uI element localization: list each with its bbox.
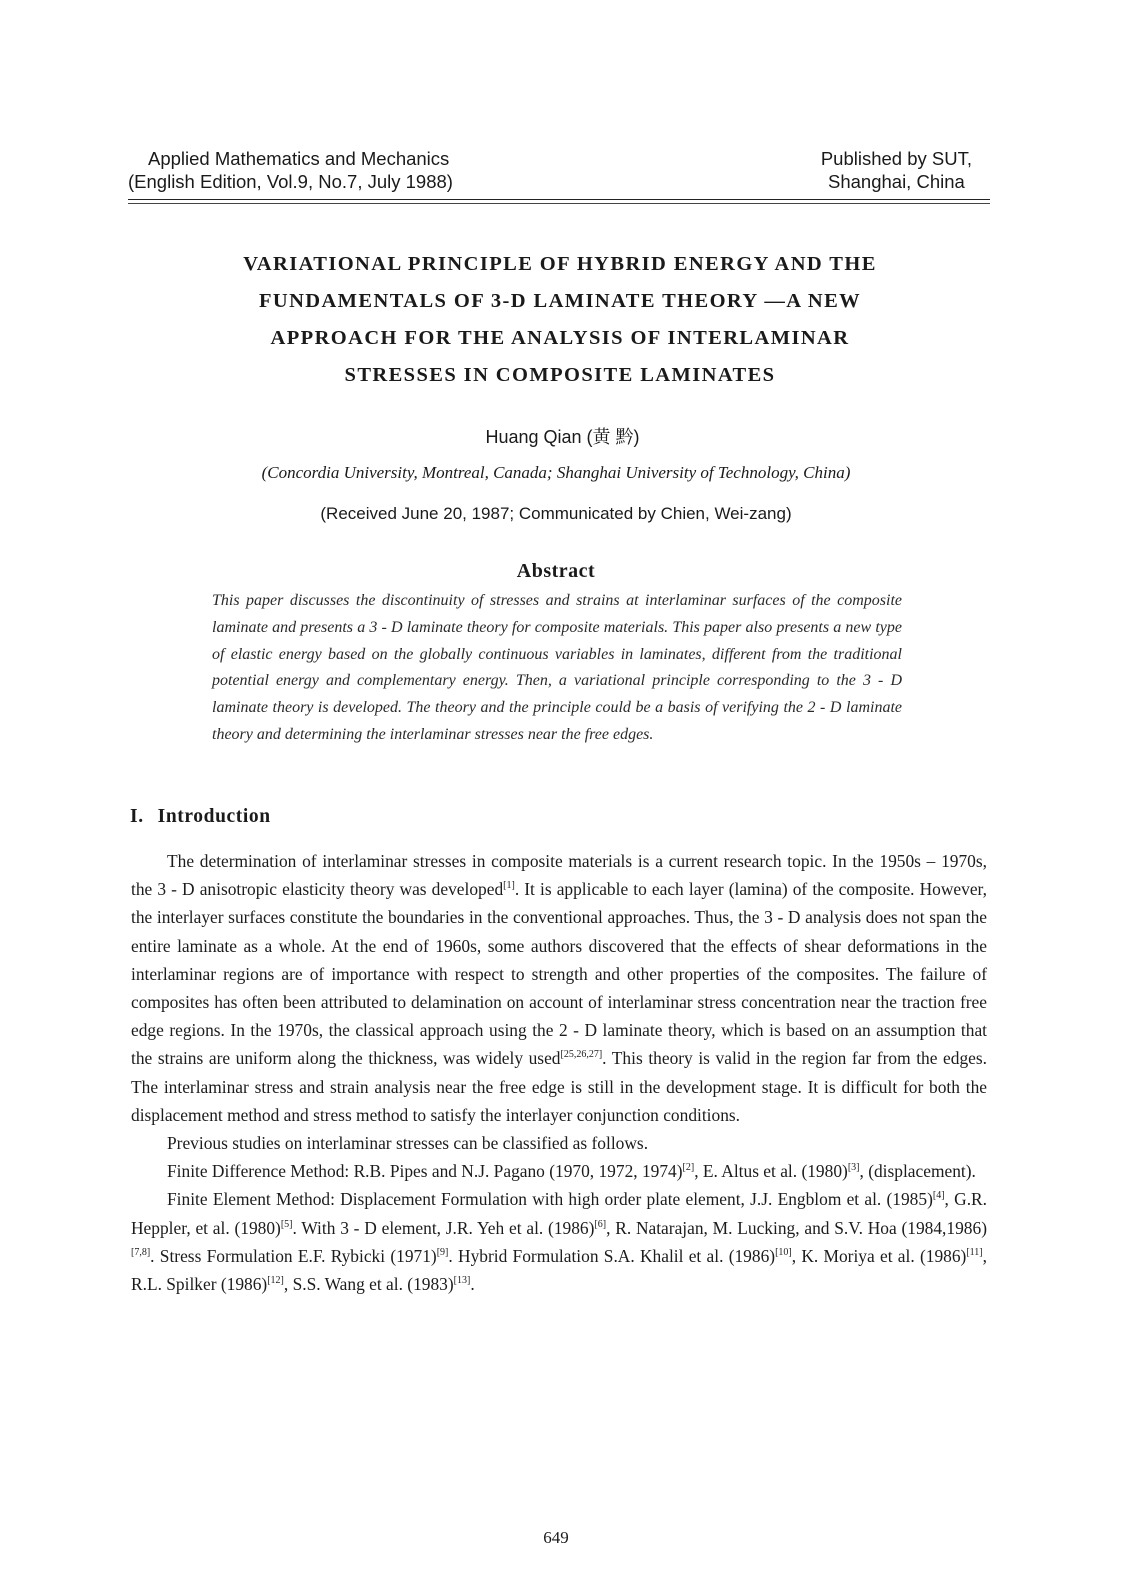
citation: [6]: [594, 1218, 607, 1230]
citation: [2]: [682, 1162, 695, 1174]
publisher-name: Published by SUT,: [820, 148, 972, 169]
citation: [25,26,27]: [560, 1049, 603, 1061]
abstract-heading: Abstract: [516, 560, 596, 582]
journal-info: [128, 147, 453, 193]
citation: [1]: [503, 880, 515, 892]
citation: [3]: [847, 1162, 860, 1174]
title-line: STRESSES IN COMPOSITE LAMINATES: [344, 364, 776, 386]
paper-title: [150, 246, 970, 394]
author-name: Huang Qian (黄 黔): [485, 427, 640, 447]
paragraph: Finite Element Method: Displacement Formulation with high order plate element, J.J. Engblom et al. (1985)[4], G.R. Heppler, et al. (1980)[5]. With 3 - D element, J.R. Yeh et al. (1986)[6], R. Natarajan, M. Lucking, and S.V. Hoa (1984,1986)[7,8]. Stress Formulation E.F. Rybicki (1971)[9]. Hybrid Formulation S.A. Khalil et al. (1986)[10], K. Moriya et al. (1986)[11], R.L. Spilker (1986)[12], S.S. Wang et al. (1983)[13].: [131, 1189, 987, 1295]
body-text: [131, 847, 987, 1298]
citation: [7,8]: [131, 1246, 151, 1258]
publisher-info: [821, 147, 972, 193]
section-heading: [130, 806, 271, 828]
journal-name: Applied Mathematics and Mechanics: [148, 148, 450, 169]
title-line: FUNDAMENTALS OF 3-D LAMINATE THEORY —A NEW: [258, 290, 862, 312]
citation: [5]: [280, 1218, 293, 1230]
abstract-text: This paper discusses the discontinuity of stresses and strains at interlaminar surfaces of the composite laminate and presents a 3 - D laminate theory for composite materials. This paper also presents a new type of elastic energy based on the globally continuous variables in laminates, different from the traditional potential energy and complementary energy. Then, a variational principle corresponding to the 3 - D laminate theory is developed. The theory and the principle could be a basis of verifying the 2 - D laminate theory and determining the interlaminar stresses near the free edges.: [212, 592, 902, 743]
title-line: VARIATIONAL PRINCIPLE OF HYBRID ENERGY AND THE: [243, 253, 877, 275]
citation: [11]: [966, 1246, 983, 1258]
citation: [12]: [267, 1275, 284, 1287]
paragraph: The determination of interlaminar stresses in composite materials is a current research topic. In the 1950s – 1970s, the 3 - D anisotropic elasticity theory was developed[1]. It is applicable to each layer (lamina) of the composite. However, the interlayer surfaces constitute the boundaries in the conventional approaches. Thus, the 3 - D analysis does not span the entire laminate as a whole. At the end of 1960s, some authors discovered that the effects of shear deformations in the interlaminar regions are of importance with respect to strength and other properties of the composites. The failure of composites has often been attributed to delamination on account of interlaminar stress concentration near the traction free edge regions. In the 1970s, the classical approach using the 2 - D laminate theory, which is based on an assumption that the strains are uniform along the thickness, was widely used[25,26,27]. This theory is valid in the region far from the edges. The interlaminar stress and strain analysis near the free edge is still in the development stage. It is difficult for both the displacement method and stress method to satisfy the interlayer conjunction conditions.: [131, 851, 988, 1125]
author-affiliation: (Concordia University, Montreal, Canada; Shanghai University of Technology, China): [261, 463, 851, 482]
section-title: Introduction: [157, 806, 271, 827]
citation: [13]: [453, 1275, 471, 1287]
title-line: APPROACH FOR THE ANALYSIS OF INTERLAMINAR: [270, 327, 850, 349]
citation: [10]: [775, 1246, 792, 1258]
received-date: (Received June 20, 1987; Communicated by Chien, Wei-zang): [320, 504, 792, 523]
paragraph: Previous studies on interlaminar stresses can be classified as follows.: [167, 1133, 649, 1154]
section-number: I.: [130, 806, 144, 827]
journal-issue: (English Edition, Vol.9, No.7, July 1988): [128, 171, 453, 192]
paragraph: Finite Difference Method: R.B. Pipes and N.J. Pagano (1970, 1972, 1974)[2], E. Altus et al. (1980)[3], (displacement).: [167, 1161, 976, 1182]
header-rule-thin: [128, 203, 990, 204]
citation: [4]: [932, 1190, 945, 1202]
publisher-location: Shanghai, China: [828, 171, 965, 192]
header-rule-thick: [128, 199, 990, 200]
page-number: 649: [543, 1528, 569, 1547]
citation: [9]: [436, 1246, 449, 1258]
